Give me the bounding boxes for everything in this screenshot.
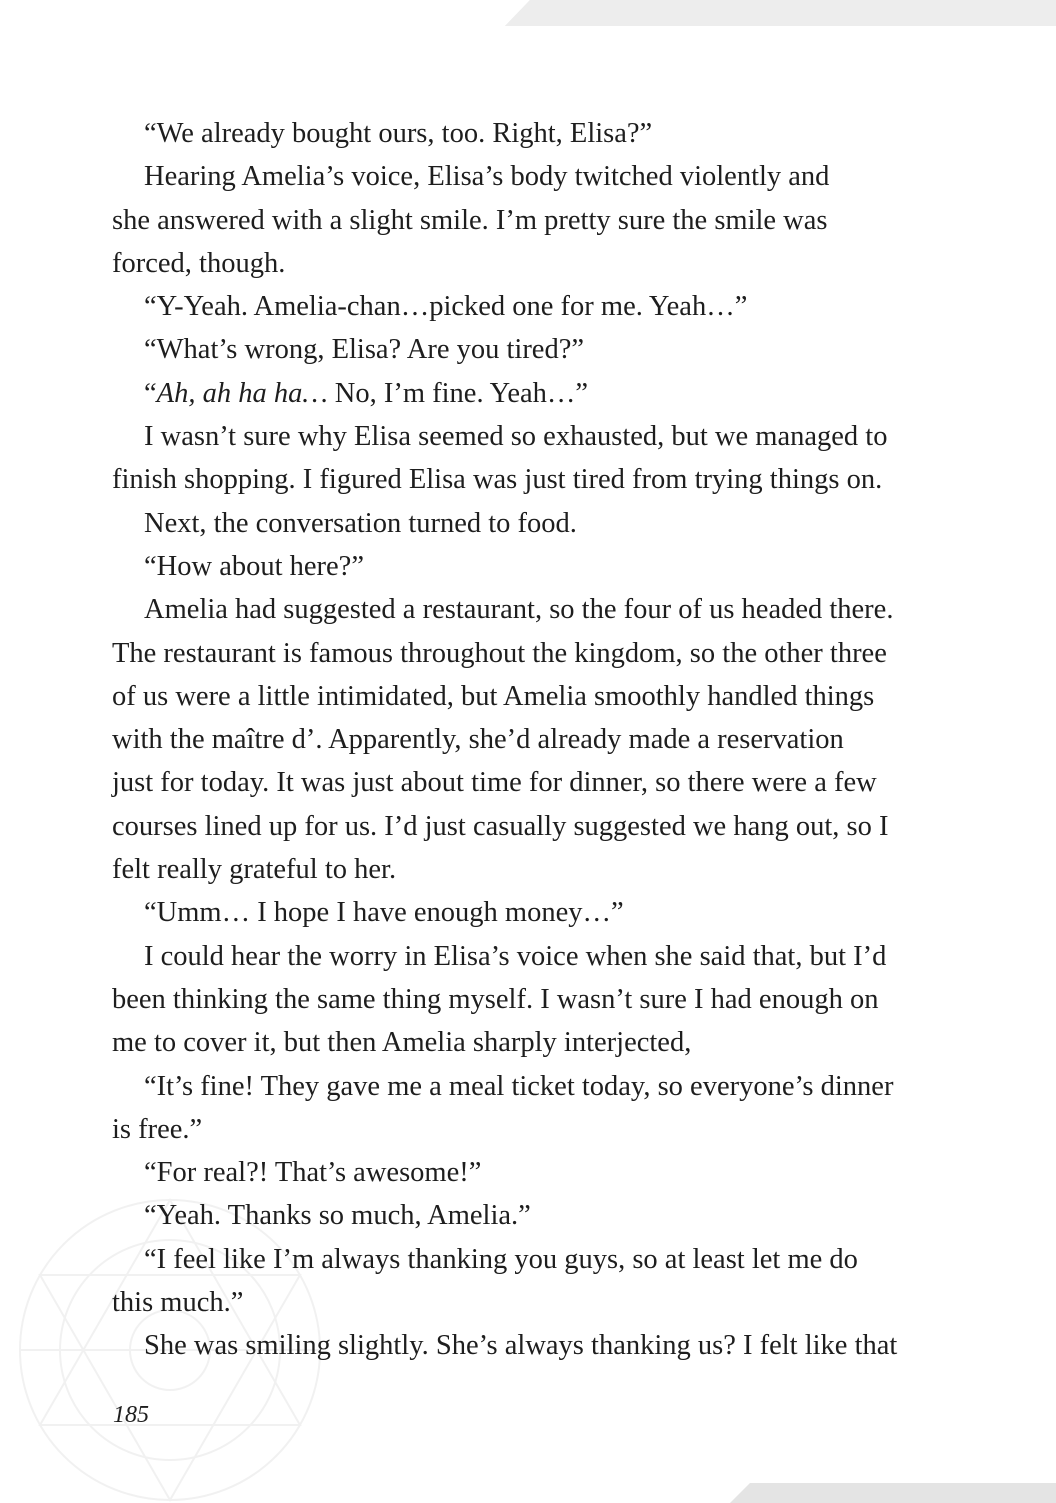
paragraph-line: “It’s fine! They gave me a meal ticket today, so everyone’s dinner [144, 1070, 894, 1102]
paragraph-line-italic [112, 372, 962, 415]
paragraph-line: is free.” [112, 1113, 203, 1145]
paragraph-line: been thinking the same thing myself. I wasn’t sure I had enough on [112, 983, 879, 1015]
paragraph-line: forced, though. [112, 247, 286, 279]
paragraph-line: Hearing Amelia’s voice, Elisa’s body twitched violently and [144, 161, 830, 193]
quote-rest: No, I’m fine. Yeah…” [327, 377, 589, 409]
body-text [112, 112, 962, 1368]
paragraph-line: me to cover it, but then Amelia sharply interjected, [112, 1027, 692, 1059]
paragraph-line: “How about here?” [144, 550, 364, 582]
paragraph-line: this much.” [112, 1287, 244, 1319]
paragraph-line: just for today. It was just about time for dinner, so there were a few [112, 767, 877, 799]
top-decorative-bar-light [505, 0, 1056, 26]
paragraph-line: The restaurant is famous throughout the kingdom, so the other three [112, 637, 887, 669]
paragraph-line: “Y-Yeah. Amelia-chan…picked one for me. Yeah…” [144, 291, 748, 323]
paragraph-line: “I feel like I’m always thanking you guys, so at least let me do [144, 1243, 858, 1275]
page-number: 185 [113, 1402, 149, 1428]
paragraph-line: she answered with a slight smile. I’m pretty sure the smile was [112, 204, 828, 236]
bottom-decorative-bar [730, 1483, 1056, 1503]
paragraph-line: courses lined up for us. I’d just casually suggested we hang out, so I [112, 810, 889, 842]
paragraph-line: of us were a little intimidated, but Amelia smoothly handled things [112, 680, 875, 712]
paragraph-line: felt really grateful to her. [112, 854, 397, 886]
paragraph-line: Next, the conversation turned to food. [144, 507, 577, 539]
paragraph-line: I wasn’t sure why Elisa seemed so exhausted, but we managed to [144, 421, 888, 453]
paragraph-line: “Yeah. Thanks so much, Amelia.” [144, 1200, 531, 1232]
paragraph-line: with the maître d’. Apparently, she’d already made a reservation [112, 724, 844, 756]
quote-open: “ [144, 377, 157, 409]
paragraph-line: Amelia had suggested a restaurant, so the four of us headed there. [144, 594, 894, 626]
paragraph-line: “Umm… I hope I have enough money…” [144, 897, 624, 929]
italic-laugh: Ah, ah ha ha… [156, 377, 328, 409]
paragraph-line: finish shopping. I figured Elisa was just tired from trying things on. [112, 464, 883, 496]
paragraph-line: I could hear the worry in Elisa’s voice when she said that, but I’d [144, 940, 887, 972]
paragraph-line: “For real?! That’s awesome!” [144, 1157, 482, 1189]
paragraph-line: “What’s wrong, Elisa? Are you tired?” [144, 334, 585, 366]
paragraph-line: She was smiling slightly. She’s always thanking us? I felt like that [144, 1330, 898, 1362]
paragraph-line: “We already bought ours, too. Right, Elisa?” [144, 118, 653, 149]
